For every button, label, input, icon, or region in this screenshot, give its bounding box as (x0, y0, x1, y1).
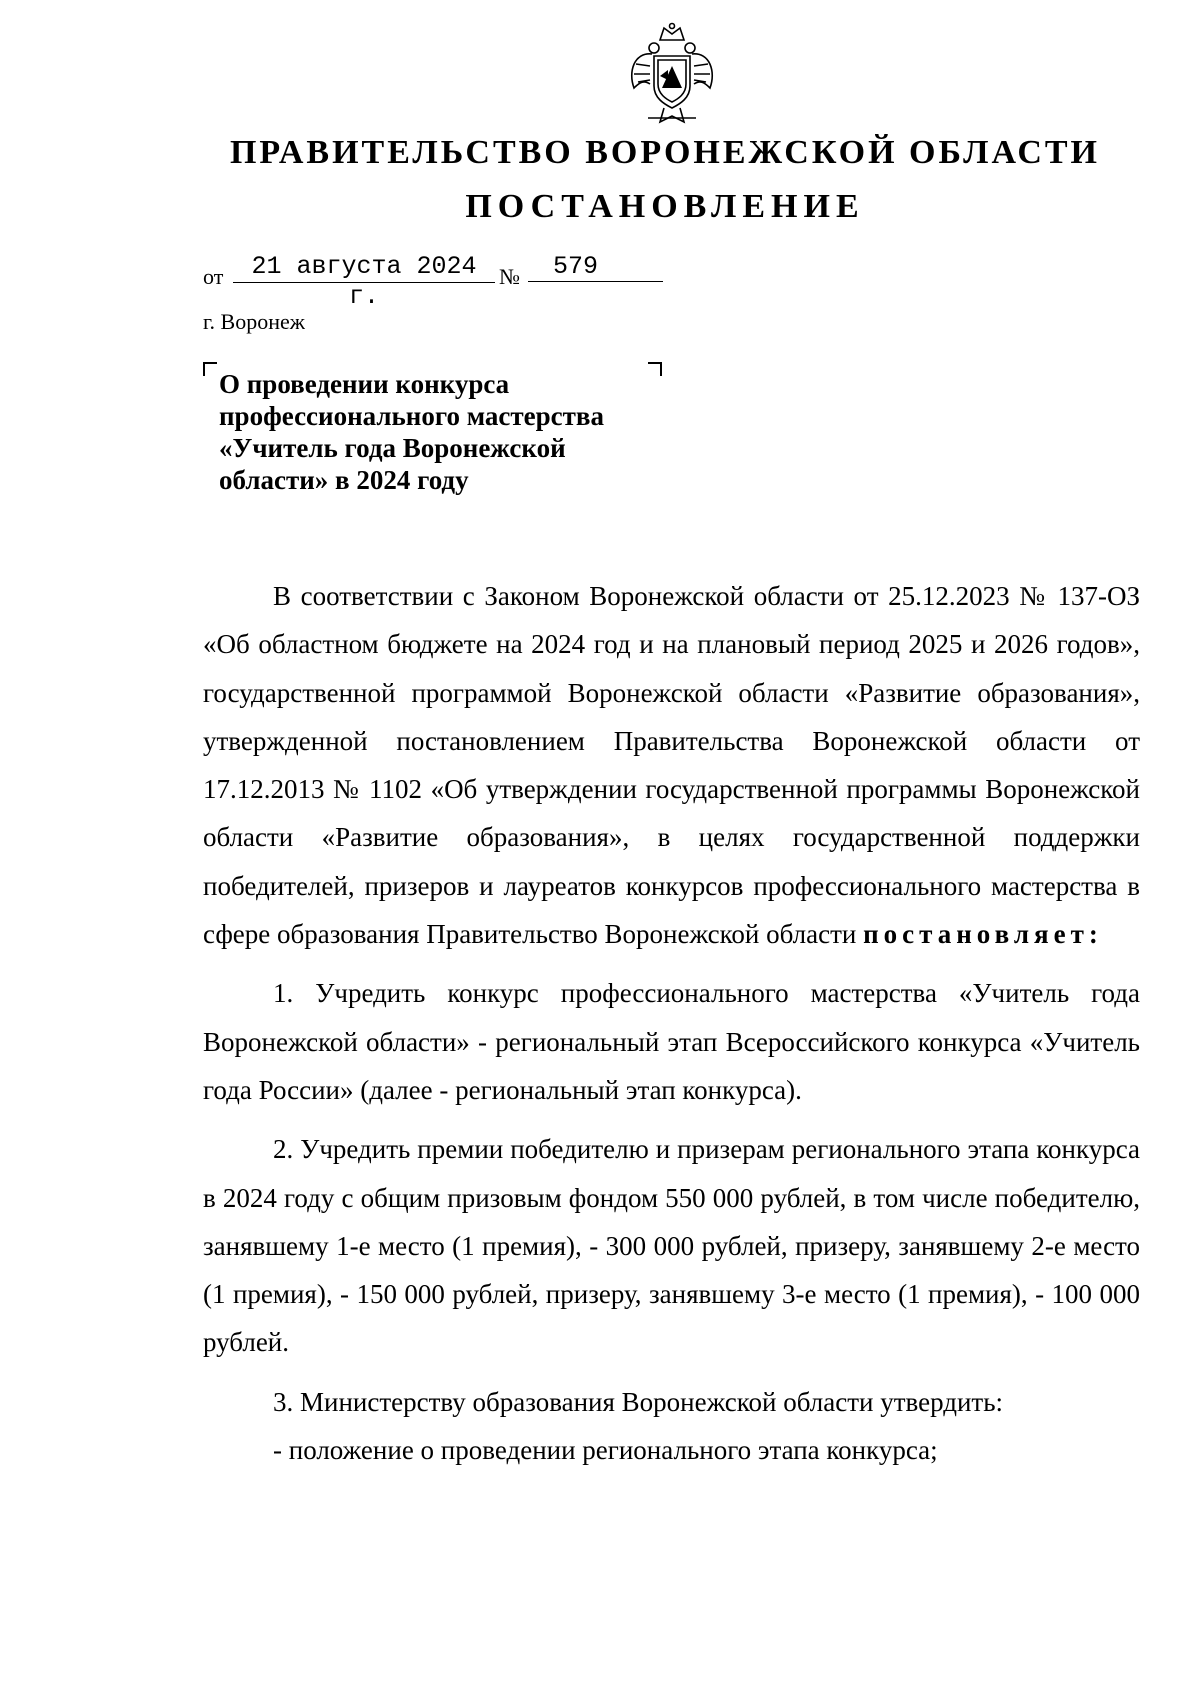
item-2-paragraph: 2. Учредить премии победителю и призерам регионального этапа конкурса в 2024 году с общим призовым фондом 550 000 рублей, в том числе победителю, занявшему 1-е место (1 премия), - 300 000 рублей, призеру, занявшему 2-е место (1 премия), - 150 000 рублей, призеру, занявшему 3-е место (1 премия), - 100 000 рублей. (203, 1134, 1140, 1358)
document-type-title: ПОСТАНОВЛЕНИЕ (465, 188, 865, 225)
subject-line: «Учитель года Воронежской (219, 433, 566, 463)
date-number-line (203, 252, 683, 311)
subject-line: профессионального мастерства (219, 401, 604, 431)
subject-corner-mark-left (203, 362, 217, 376)
subject-corner-mark-right (648, 362, 662, 376)
document-body (203, 572, 1140, 1474)
item-3-paragraph: 3. Министерству образования Воронежской области утвердить: (273, 1386, 1004, 1417)
organization-title: ПРАВИТЕЛЬСТВО ВОРОНЕЖСКОЙ ОБЛАСТИ (229, 134, 1100, 171)
document-date: 21 августа 2024 г. (233, 252, 495, 283)
subject-line: области» в 2024 году (219, 465, 469, 495)
date-prefix: от (203, 264, 224, 289)
item-3-subitem: - положение о проведении регионального этапа конкурса; (273, 1435, 938, 1466)
coat-of-arms-emblem (624, 22, 720, 128)
subject-line: О проведении конкурса (219, 369, 510, 399)
preamble-text: В соответствии с Законом Воронежской области от 25.12.2023 № 137-ОЗ «Об областном бюджете на 2024 год и на плановый период 2025 и 2026 годов», государственной программой Воронежской области «Развитие образования», утвержденной постановлением Правительства Воронежской области от 17.12.2013 № 1102 «Об утверждении государственной программы Воронежской области «Развитие образования», в целях государственной поддержки победителей, призеров и лауреатов конкурсов профессионального мастерства в сфере образования Правительство Воронежской области (203, 581, 1140, 950)
item-1-paragraph: 1. Учредить конкурс профессионального мастерства «Учитель года Воронежской области» - региональный этап Всероссийского конкурса «Учитель года России» (далее - региональный этап конкурса). (203, 978, 1140, 1105)
city: г. Воронеж (203, 309, 305, 334)
preamble-paragraph (203, 572, 1140, 958)
document-subject (219, 368, 649, 496)
number-prefix: № (499, 264, 520, 289)
document-number: 579 (528, 252, 663, 282)
decree-word: постановляет: (863, 919, 1103, 950)
